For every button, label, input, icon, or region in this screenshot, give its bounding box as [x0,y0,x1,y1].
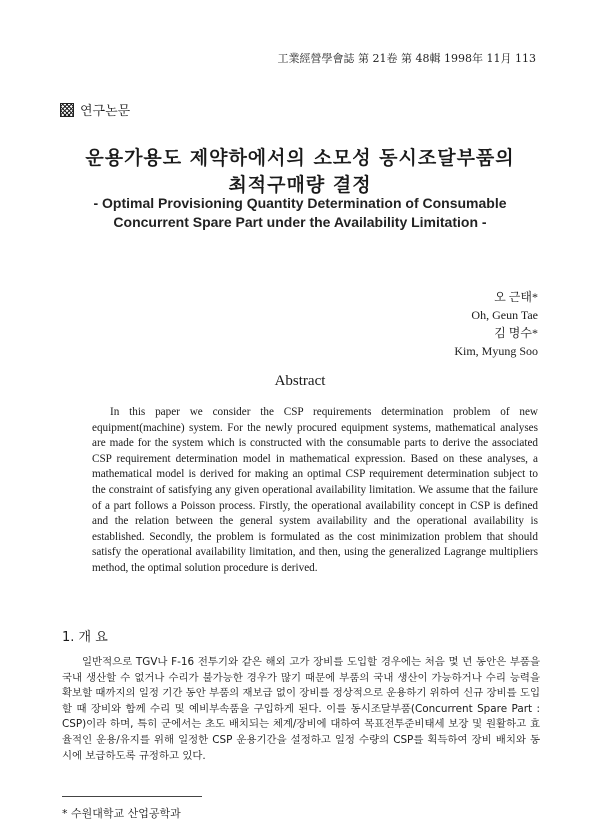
section-title: 1. 개 요 [62,630,108,645]
title-korean-line1: 운용가용도 제약하에서의 소모성 동시조달부품의 [85,147,515,169]
author1-korean: 오 근태* [494,290,538,304]
author1-english: Oh, Geun Tae [471,308,538,322]
title-english-line2: Concurrent Spare Part under the Availability Limitation - [113,214,487,230]
journal-header: 工業經營學會誌 第 21卷 第 48輯 1998年 11月 113 [277,52,536,65]
title-korean-line2: 최적구매량 결정 [228,174,372,196]
category-label: 연구논문 [80,104,131,119]
author-block [454,288,538,360]
author2-korean: 김 명수* [494,326,538,340]
section-body: 일반적으로 TGV나 F-16 전투기와 같은 해외 고가 장비를 도입할 경우에는 처음 몇 년 동안은 부품을 국내 생산할 수 없거나 수리가 불가능한 경우가 많기 때문에 부품의 국내 생산이 가능하거나 수리 능력을 확보할 때까지의 일정 기간 동안 부품의 재보급 없이 장비를 정상적으로 운용하기 위하여 신규 장비를 도입할 때 장비와 함께 수리 및 예비부속품을 구입하게 된다. 이를 동시조달부품(Concurrent Spare Part : CSP)이라 하며, 특히 군에서는 초도 배치되는 체계/장비에 대하여 목표전투준비태세 보장 및 원활하고 효율적인 운용/유지를 위해 일정한 CSP 운용기간을 설정하고 일정 수량의 CSP를 획득하여 장비 배치와 동시에 보급하도록 규정하고 있다. [62,656,540,762]
title-english-line1: - Optimal Provisioning Quantity Determination of Consumable [93,195,507,211]
footnote-divider [62,796,202,797]
footnote: * 수원대학교 산업공학과 [62,807,181,820]
article-category [60,100,130,119]
abstract-heading: Abstract [274,373,326,389]
abstract-body: In this paper we consider the CSP requirements determination problem of new equipment(machine) system. For the newly procured equipment systems, mathematical analyses are made for the system which is constructed with the consumable parts to derive the associated CSP requirement determination model in mathematical expression. Based on these analyses, a mathematical model is derived for making an optimal CSP requirement determination subject to the constraint of satisfying any given operational availability limitation. We assume that the failure of a part follows a Poisson process. Firstly, the operational availability concept in CSP is defined and the relation between the general system availability and the operational availability is established. Secondly, the problem is formulated as the cost minimization problem that should satisfy the operational availability limitation, and then, using the generalized Lagrange multipliers method, the optimal solution procedure is derived. [92,406,538,574]
hatched-box-icon [60,103,74,117]
author2-english: Kim, Myung Soo [454,344,538,358]
